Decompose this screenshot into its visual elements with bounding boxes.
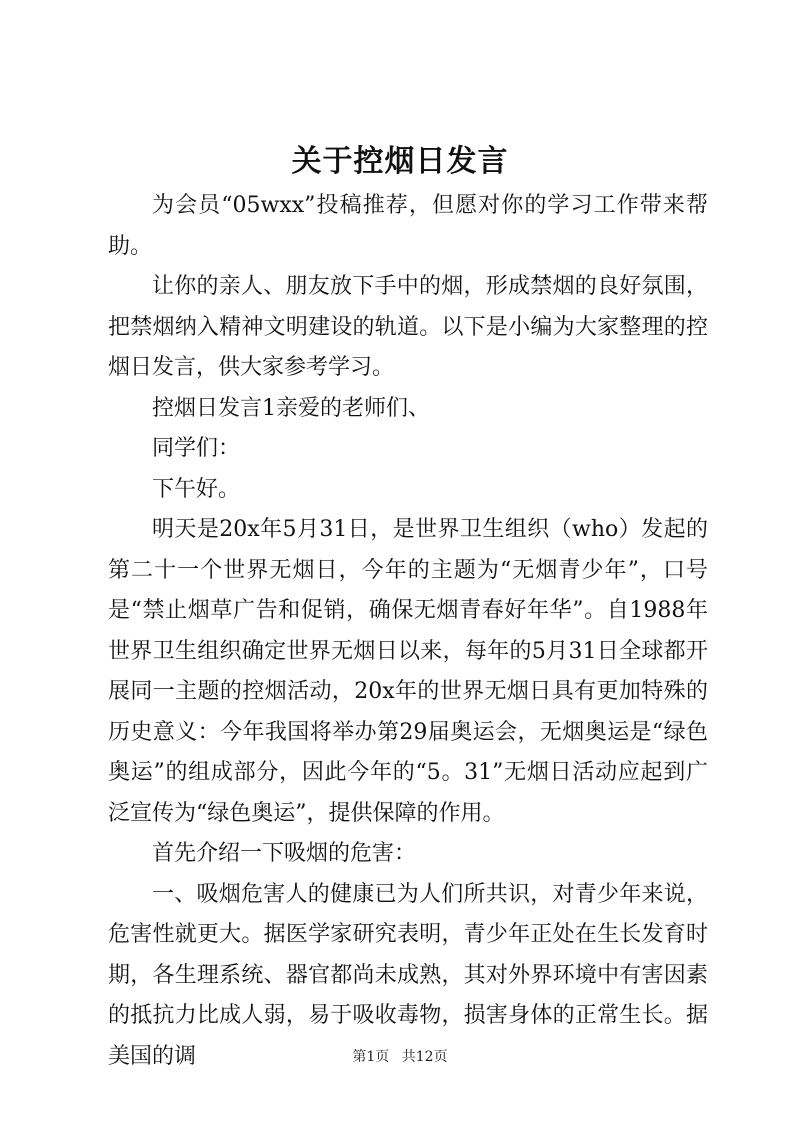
paragraph-summary: 让你的亲人、朋友放下手中的烟，形成禁烟的良好氛围，把禁烟纳入精神文明建设的轨道。以下是小编为大家整理的控烟日发言，供大家参考学习。	[108, 274, 708, 380]
document-body	[108, 186, 708, 1077]
document-title: 关于控烟日发言	[291, 144, 509, 179]
paragraph-speech-heading: 控烟日发言1亲爱的老师们、	[152, 395, 430, 421]
page-total: 共12页	[401, 1049, 448, 1065]
paragraph-intro-note: 为会员“05wxx”投稿推荐，但愿对你的学习工作带来帮助。	[108, 193, 708, 259]
paragraph-harm-intro: 首先介绍一下吸烟的危害：	[152, 841, 417, 866]
page-number: 第1页	[352, 1049, 390, 1065]
paragraph-world-no-tobacco-day: 明天是20x年5月31日，是世界卫生组织（who）发起的第二十一个世界无烟日，今年的主题为“无烟青少年”，口号是“禁止烟草广告和促销，确保无烟青春好年华”。自1988年世界卫生组织确定世界无烟日以来，每年的5月31日全球都开展同一主题的控烟活动，20x年的世界无烟日具有更加特殊的历史意义：今年我国将举办第29届奥运会，无烟奥运是“绿色奥运”的组成部分，因此今年的“5。31”无烟日活动应起到广泛宣传为“绿色奥运”，提供保障的作用。	[108, 517, 708, 826]
paragraph-greeting: 下午好。	[152, 476, 241, 502]
paragraph-salutation: 同学们：	[152, 436, 241, 461]
paragraph-harm-one: 一、吸烟危害人的健康已为人们所共识，对青少年来说，危害性就更大。据医学家研究表明，青少年正处在生长发育时期，各生理系统、器官都尚未成熟，其对外界环境中有害因素的抵抗力比成人弱，易于吸收毒物，损害身体的正常生长。据美国的调	[108, 881, 708, 1069]
page-footer	[0, 1047, 800, 1067]
